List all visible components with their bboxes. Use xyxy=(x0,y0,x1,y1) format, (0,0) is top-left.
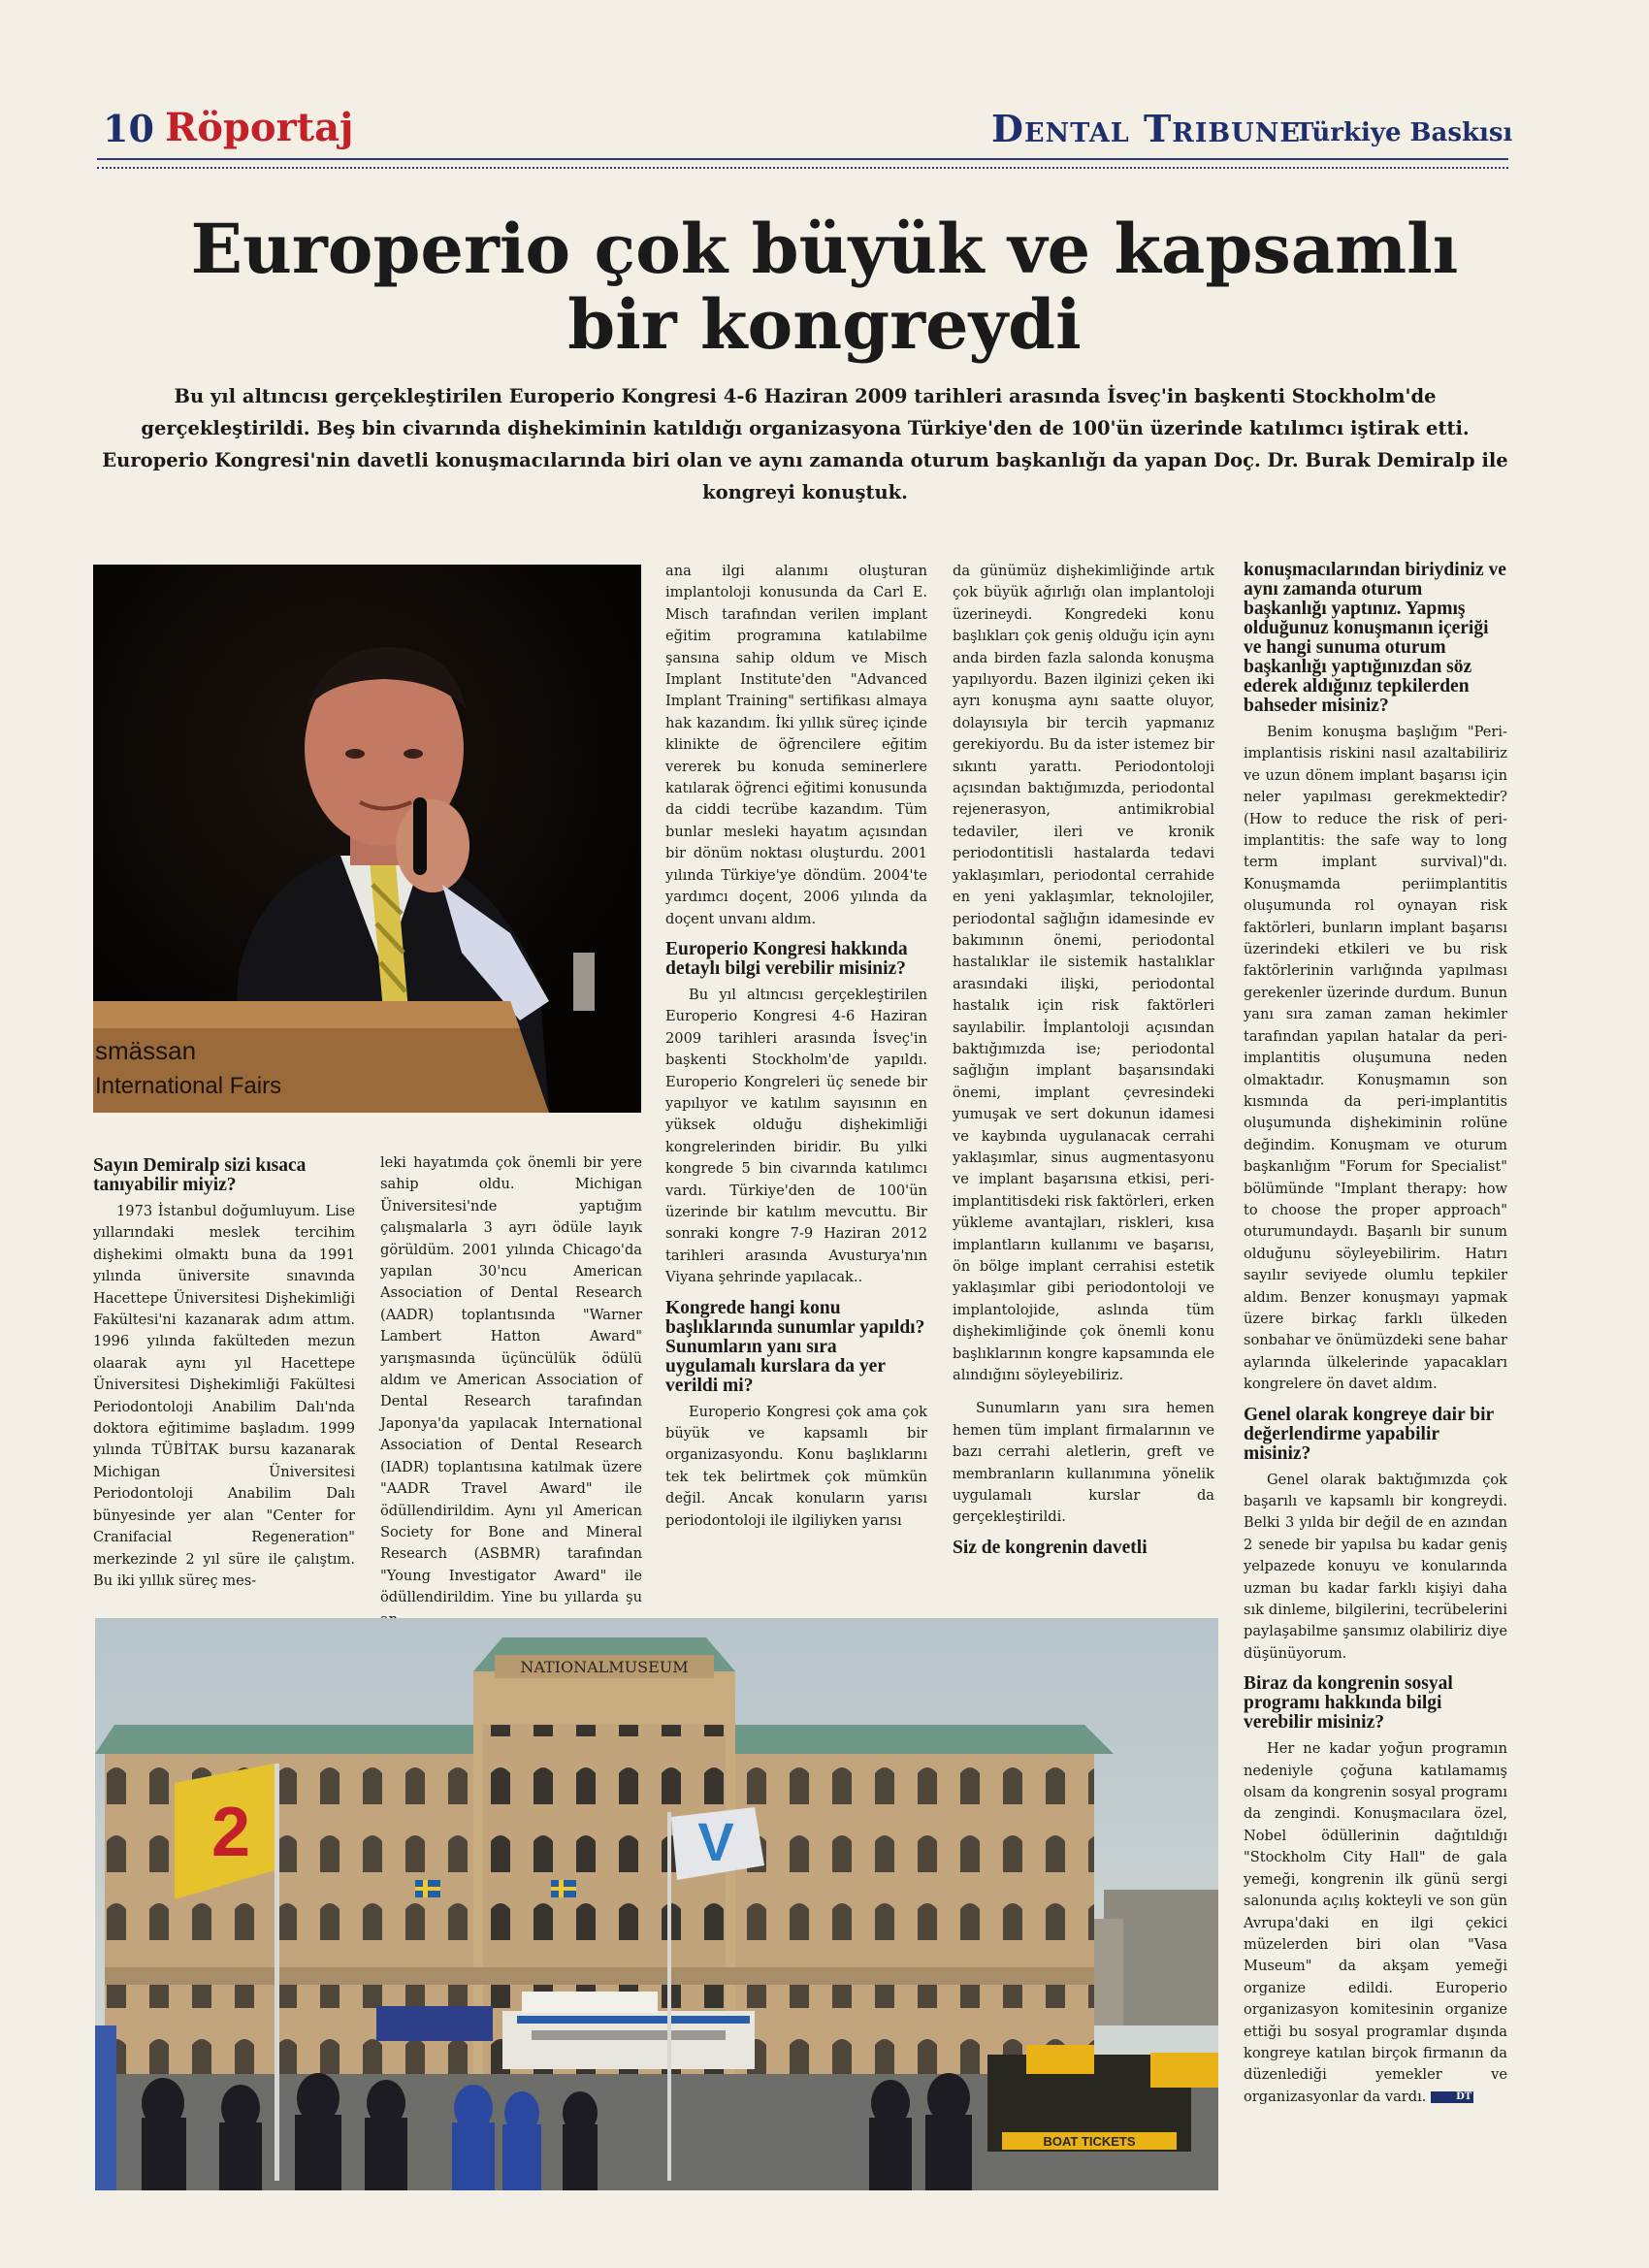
question-heading: konuşmacılarından biriydiniz ve aynı zamanda oturum başkanlığı yaptınız. Yapmış olduğunuz konuşmanın içeriği ve hangi sunuma oturum başkanlığı yaptığınızdan söz ederek aldığınız tepkilerden bahseder misiniz? xyxy=(1244,560,1506,716)
question-heading: Siz de kongrenin davetli xyxy=(953,1537,1148,1558)
header-dotted-rule xyxy=(97,167,1508,169)
lead-paragraph: Bu yıl altıncısı gerçekleştirilen Europerio Kongresi 4-6 Haziran 2009 tarihleri arasında İsveç'in başkenti Stockholm'de gerçekleştirildi. Beş bin civarında dişhekiminin katıldığı organizasyona Türkiye'den de 100'ün üzerinde katılımcı iştirak etti. Europerio Kongresi'nin davetli konuşmacılarında biri olan ve aynı zamanda oturum başkanlığı da yapan Doç. Dr. Burak Demiralp ile kongreyi konuştuk. xyxy=(102,385,1508,503)
paragraph: Sunumların yanı sıra hemen hemen tüm implant firmalarının ve bazı cerrahi aletlerin, greft ve membranların kullanımına yönelik uygulamalı kurslar da gerçekleştirildi. xyxy=(953,1400,1214,1526)
svg-text:2: 2 xyxy=(210,1794,251,1871)
article-column-4 xyxy=(953,561,1214,1564)
paragraph: ana ilgi alanımı oluşturan implantoloji konusunda da Carl E. Misch tarafından verilen implant eğitim programına katılabilme şansına sahip oldum ve Misch Implant Institute'den "Advanced Implant Training" sertifikası almaya hak kazandım. İki yıllık süreç içinde klinikte de öğrencilere eğitim vererek bu konuda seminerlere katılarak öğrenci eğitimi konusunda da ciddi tecrübe kazandım. Tüm bunlar mesleki hayatım açısından bir dönüm noktası oluşturdu. 2001 yılında Türkiye'ye döndüm. 2004'te yardımcı doçent, 2006 yılında da doçent unvanı aldım. xyxy=(665,563,927,927)
paragraph xyxy=(1244,1738,1507,2108)
question-heading: Kongrede hangi konu başlıklarında sunumlar yapıldı? Sunumların yanı sıra uygulamalı kurslara da yer verildi mi? xyxy=(665,1297,925,1396)
speaker-illustration xyxy=(93,565,641,1113)
article-column-3 xyxy=(665,561,927,1532)
article-column-2 xyxy=(380,1147,642,1631)
museum-sign: NATIONALMUSEUM xyxy=(520,1658,689,1676)
section-title: Röportaj xyxy=(165,105,354,150)
podium-text-1: smässan xyxy=(95,1036,197,1065)
paragraph-text: Her ne kadar yoğun programın nedeniyle çoğuna katılamamış olsam da kongrenin sosyal programı da zengindi. Konuşmacılara özel, Nobel ödüllerinin dağıtıldığı "Stockholm City Hall" de gala yemeği, kongrenin ilk günü sergi salonunda açılış kokteyli ve son gün Avrupa'daki en ilgi çekici müzelerden biri olan "Vasa Museum" da akşam yemeği organize edildi. Europerio organizasyon komitesinin organize ettiği bu sosyal programlar dışında kongreye katılan birçok firmanın da düzenlediği yemekler ve organizasyonlar da vardı. xyxy=(1244,1740,1507,2105)
edition-label: Türkiye Baskısı xyxy=(1295,118,1513,147)
podium-text-2: International Fairs xyxy=(95,1073,282,1099)
question-heading: Europerio Kongresi hakkında detaylı bilgi verebilir misiniz? xyxy=(665,938,908,979)
header-rule xyxy=(97,158,1508,160)
headline-line-1: Europerio çok büyük ve kapsamlı xyxy=(190,209,1459,289)
end-mark: DT xyxy=(1431,2091,1473,2103)
paragraph: Europerio Kongresi çok ama çok büyük ve kapsamlı bir organizasyondu. Konu başlıklarını tek tek belirtmek çok mümkün değil. Ancak konuların yarısı periodontoloji ile ilgiliyken yarısı xyxy=(665,1403,927,1529)
question-heading: Sayın Demiralp sizi kısaca tanıyabilir miyiz? xyxy=(93,1155,307,1195)
headline xyxy=(136,211,1513,363)
page-number: 10 xyxy=(103,107,154,150)
flag-letter: V xyxy=(697,1811,734,1872)
question-heading: Biraz da kongrenin sosyal programı hakkında bilgi verebilir misiniz? xyxy=(1244,1673,1453,1733)
paragraph: Genel olarak baktığımızda çok başarılı ve kapsamlı bir kongreydi. Belki 3 yılda bir değil de en azından 2 senede bir yapılsa bu kadar geniş yelpazede konuyu ve konularında uzman bu kadar farklı kişiyi daha sık dinleme, bilgilerini, tecrübelerini paylaşabilme şansımız olabiliriz diye düşünüyorum. xyxy=(1244,1471,1507,1662)
museum-photo xyxy=(95,1618,1218,2190)
ticket-banner: BOAT TICKETS xyxy=(1043,2134,1136,2149)
museum-illustration xyxy=(95,1618,1218,2190)
question-heading: Genel olarak kongreye dair bir değerlendirme yapabilir misiniz? xyxy=(1244,1404,1494,1464)
article-column-5 xyxy=(1244,561,1507,2108)
brand-logo: Dental Tribune xyxy=(991,107,1301,150)
paragraph: 1973 İstanbul doğumluyum. Lise yıllarındaki meslek tercihim dişhekimi olmaktı buna da 1991 yılında üniversite sınavında Hacettepe Üniversitesi Dişhekimliği Fakültesi'ni kazanarak adım attım. 1996 yılında fakülteden mezun olaarak aynı yıl Hacettepe Üniversitesi Dişhekimliği Fakültesi Periodontoloji Anabilim Dalı'nda doktora eğitimime başladım. 1999 yılında TÜBİTAK bursu kazanarak Michigan Üniversitesi Periodontoloji Anabilim Dalı bünyesinde yer alan "Center for Cranifacial Regeneration" merkezinde 2 yıl süre ile çalıştım. Bu iki yıllık süreç mes- xyxy=(93,1203,355,1589)
article-column-1 xyxy=(93,1147,355,1592)
paragraph: Bu yıl altıncısı gerçekleştirilen Europerio Kongresi 4-6 Haziran 2009 tarihleri arasında İsveç'in başkenti Stockholm'de yapıldı. Europerio Kongreleri üç senede bir yapılıyor ve katılım sayısının en yüksek olduğu dişhekimliği kongrelerinden biridir. Bu yılki kongrede 5 bin civarında katılımcı vardı. Türkiye'den de 100'ün üzerinde bir katılım mevcuttu. Bir sonraki kongre 7-9 Haziran 2012 tarihleri arasında Avusturya'nın Viyana şehrinde yapılacak.. xyxy=(665,986,927,1286)
paragraph: leki hayatımda çok önemli bir yere sahip oldu. Michigan Üniversitesi'nde yaptığım çalışmalarla 3 ayrı ödüle layık görüldüm. 2001 yılında Chicago'da yapılan 30'ncu American Association of Dental Research (AADR) toplantısında "Warner Lambert Hatton Award" yarışmasında üçüncülük ödülü aldım ve American Association of Dental Research tarafından Japonya'da yapılacak International Association of Dental Research (IADR) toplantısına katılmak üzere "AADR Travel Award" ile ödüllendirildim. Aynı yıl American Society for Bone and Mineral Research (ASBMR) tarafından "Young Investigator Award" ile ödüllendirildim. Yine bu yıllarda şu xyxy=(380,1154,642,1606)
headline-line-2: bir kongreydi xyxy=(567,284,1082,365)
speaker-photo xyxy=(93,565,641,1113)
paragraph: da günümüz dişhekimliğinde artık çok büyük ağırlığı olan implantoloji üzerineydi. Kongredeki konu başlıkları çok geniş olduğu için aynı anda birden fazla salonda konuşma yapılıyordu. Bazen ilginizi çeken iki ayrı konuşma aynı saatte oluyor, dolayısıyla bir tercih yapmanız gerekiyordu. Bu da ister istemez bir sıkıntı yarattı. Periodontoloji açısından baktığımızda, periodontal rejenerasyon, antimikrobial tedaviler, ileri ve kronik periodontitisli hastalarda tedavi yaklaşımları, periodontal cerrahide en yeni yaklaşımlar, teknolojiler, periodontal sağlığın idamesinde ev bakımının önemi, periodontal hastalıklar ile sistemik hastalıklar arasındaki ilişki, periodontal hastalık için risk faktörleri sayılabilir. İmplantoloji açısından baktığımızda ise; periodontal sağlığın implant başarısındaki önemi, implant çevresindeki yumuşak ve sert dokunun idamesi ve kaybında uygulanacak cerrahi yaklaşımlar, sinus augmentasyonu ve implant başarısına etkisi, peri-implantitisdeki risk faktörleri, erken yükleme avantajları, riskleri, kısa implantların kullanımı ve başarısı, ön bölge implant cerrahisi estetik yaklaşımlar gibi periodontoloji ve implantolojide, aslında tüm dişhekimliğinde çok önemli konu başlıklarının kongre kapsamında ele alındığını söyleyebiliriz. xyxy=(953,563,1214,1384)
paragraph: Benim konuşma başlığım "Peri-implantisis riskini nasıl azaltabiliriz ve uzun dönem implant başarısı için neler yapılması gerekmektedir? (How to reduce the risk of peri-implantitis: the safe way to long term implant survival)"dı. Konuşmamda periimplantitis oluşumunda rol oynayan risk faktörleri, bunların implant başarısı üzerindeki etkileri ve bu risk faktörlerinin varlığında yapılması gerekenler üzerinde durdum. Bunun yanı sıra zaman zaman hekimler tarafından yapılan hatalar da peri-implantitis oluşumuna neden olmaktadır. Konuşmamın son kısmında da peri-implantitis oluşumunda dişhekiminin rolüne değindim. Konuşmam ve oturum başkanlığım "Forum for Specialist" bölümünde "Implant therapy: how to choose the proper approach" oturumundaydı. Başarılı bir sunum olduğunu söyleyebilirim. Hatırı sayılır seviyede olumlu tepkiler aldım. Benzer konuşmayı yapmak üzere birkaç farklı ülkeden sonbahar ve önümüzdeki sene bahar aylarında ülkelerinde yapacakları kongrelere ön davet aldım. xyxy=(1244,724,1507,1393)
